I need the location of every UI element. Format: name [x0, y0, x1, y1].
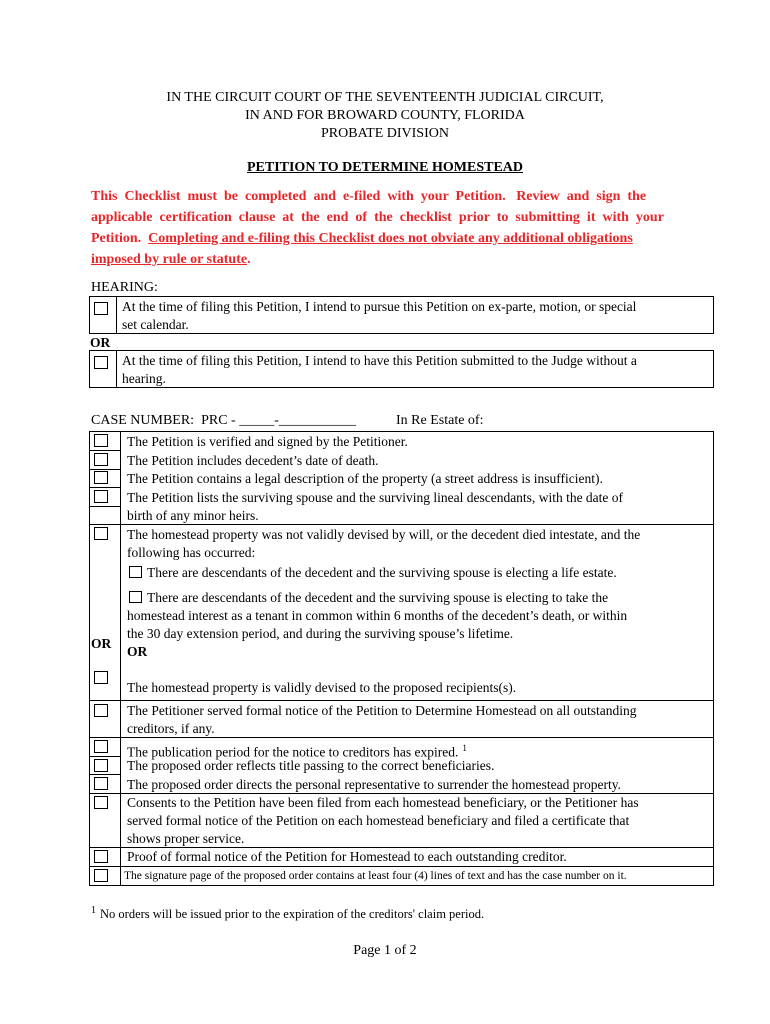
- footnote-mark: 1: [91, 905, 96, 916]
- hearing-option1-divider: [116, 296, 117, 334]
- checklist-item4-line1: The Petition lists the surviving spouse and the surviving lineal descendants, with the date of: [127, 490, 624, 505]
- row-sep: [89, 487, 120, 488]
- checklist-item11-line3: shows proper service.: [127, 831, 245, 846]
- checklist-item3-text: The Petition contains a legal description of the property (a street address is insufficient).: [127, 471, 603, 486]
- checklist-item3-checkbox[interactable]: [94, 471, 108, 484]
- hearing-option2-divider: [116, 350, 117, 388]
- row-sep: [89, 506, 120, 507]
- checklist-item8-label: The publication period for the notice to creditors has expired.: [127, 744, 459, 760]
- hearing-no-hearing-checkbox[interactable]: [94, 356, 108, 369]
- page-number: Page 1 of 2: [353, 943, 417, 958]
- row-sep: [89, 756, 120, 757]
- tenant-in-common-checkbox[interactable]: [129, 591, 142, 603]
- life-estate-checkbox[interactable]: [129, 566, 142, 578]
- checklist-item4-checkbox[interactable]: [94, 490, 108, 503]
- hearing-exparte-checkbox[interactable]: [94, 302, 108, 315]
- checklist-item7-line2: creditors, if any.: [127, 721, 215, 736]
- footnote: [91, 902, 484, 923]
- notice-line1: This Checklist must be completed and e-filed with your Petition. Review and sign the: [91, 189, 647, 204]
- notice-line3-underlined: Completing and e-filing this Checklist does not obviate any additional obligations: [148, 231, 633, 246]
- checklist-item5-sub2-line3: the 30 day extension period, and during the surviving spouse’s lifetime.: [127, 626, 514, 641]
- checklist-item1-checkbox[interactable]: [94, 434, 108, 447]
- estate-of-label: In Re Estate of:: [396, 413, 484, 428]
- checklist-item4-line2: birth of any minor heirs.: [127, 508, 259, 523]
- row-sep: [89, 450, 120, 451]
- checklist-item8-checkbox[interactable]: [94, 740, 108, 753]
- checklist-column-divider: [120, 431, 121, 886]
- checklist-item11-checkbox[interactable]: [94, 796, 108, 809]
- row-sep: [89, 866, 714, 867]
- checklist-item11-line2: served formal notice of the Petition on each homestead beneficiary and filed a certificate that: [127, 813, 630, 828]
- checklist-item10-text: The proposed order directs the personal representative to surrender the homestead property.: [127, 777, 621, 792]
- checklist-item7-line1: The Petitioner served formal notice of the Petition to Determine Homestead on all outstanding: [127, 703, 637, 718]
- hearing-option1-line2: set calendar.: [122, 317, 189, 332]
- footnote-reference: 1: [462, 743, 467, 753]
- checklist-item1-text: The Petition is verified and signed by the Petitioner.: [127, 434, 408, 449]
- hearing-option1-line1: At the time of filing this Petition, I intend to pursue this Petition on ex-parte, motion, or special: [122, 299, 637, 314]
- checklist-item9-checkbox[interactable]: [94, 759, 108, 772]
- checklist-item10-checkbox[interactable]: [94, 777, 108, 790]
- checklist-item12-text: Proof of formal notice of the Petition for Homestead to each outstanding creditor.: [127, 849, 567, 864]
- row-sep: [89, 469, 120, 470]
- checklist-item6-checkbox[interactable]: [94, 671, 108, 684]
- checklist-item5-sub2-line1: There are descendants of the decedent and the surviving spouse is electing to take the: [147, 590, 609, 605]
- row-sep: [89, 774, 120, 775]
- checklist-item6-text: The homestead property is validly devised to the proposed recipients(s).: [127, 680, 517, 695]
- case-number-field: CASE NUMBER: PRC - _____-___________: [91, 413, 356, 428]
- notice-line4: [91, 250, 251, 270]
- court-heading-line1: IN THE CIRCUIT COURT OF THE SEVENTEENTH JUDICIAL CIRCUIT,: [166, 90, 604, 105]
- hearing-option2-line2: hearing.: [122, 371, 166, 386]
- notice-line4-end: .: [247, 252, 251, 267]
- checklist-left-or: OR: [91, 636, 112, 651]
- court-heading-line2: IN AND FOR BROWARD COUNTY, FLORIDA: [245, 108, 525, 123]
- checklist-item9-text: The proposed order reflects title passing to the correct beneficiaries.: [127, 758, 495, 773]
- page-title: PETITION TO DETERMINE HOMESTEAD: [246, 160, 524, 175]
- hearing-label: HEARING:: [91, 280, 158, 295]
- checklist-item12-checkbox[interactable]: [94, 850, 108, 863]
- court-heading-line3: PROBATE DIVISION: [321, 126, 449, 141]
- checklist-item2-checkbox[interactable]: [94, 453, 108, 466]
- checklist-item13-text: The signature page of the proposed order contains at least four (4) lines of text and has the case number on it.: [124, 870, 627, 882]
- checklist-item11-line1: Consents to the Petition have been filed from each homestead beneficiary, or the Petitioner has: [127, 795, 639, 810]
- footnote-text: No orders will be issued prior to the expiration of the creditors' claim period.: [100, 907, 485, 922]
- checklist-item5-sub2-line2: homestead interest as a tenant in common within 6 months of the decedent’s death, or within: [127, 608, 628, 623]
- hearing-option2-line1: At the time of filing this Petition, I intend to have this Petition submitted to the Judge without a: [122, 353, 637, 368]
- checklist-item5-line2: following has occurred:: [127, 545, 256, 560]
- row-sep: [89, 700, 714, 701]
- checklist-item5-checkbox[interactable]: [94, 527, 108, 540]
- hearing-or-label: OR: [90, 335, 111, 350]
- checklist-item13-checkbox[interactable]: [94, 869, 108, 882]
- notice-line4-underlined: imposed by rule or statute: [91, 252, 248, 267]
- checklist-item5-line1: The homestead property was not validly devised by will, or the decedent died intestate, and the: [127, 527, 641, 542]
- notice-line3: [91, 229, 633, 249]
- checklist-item5-sub1: There are descendants of the decedent and the surviving spouse is electing a life estate.: [147, 565, 617, 580]
- notice-line2: applicable certification clause at the end of the checklist prior to submitting it with your: [91, 210, 664, 225]
- checklist-item7-checkbox[interactable]: [94, 704, 108, 717]
- notice-line3-plain: Petition.: [91, 231, 149, 246]
- checklist-item2-text: The Petition includes decedent’s date of death.: [127, 453, 379, 468]
- checklist-inner-or: OR: [127, 644, 148, 659]
- row-sep: [89, 737, 120, 738]
